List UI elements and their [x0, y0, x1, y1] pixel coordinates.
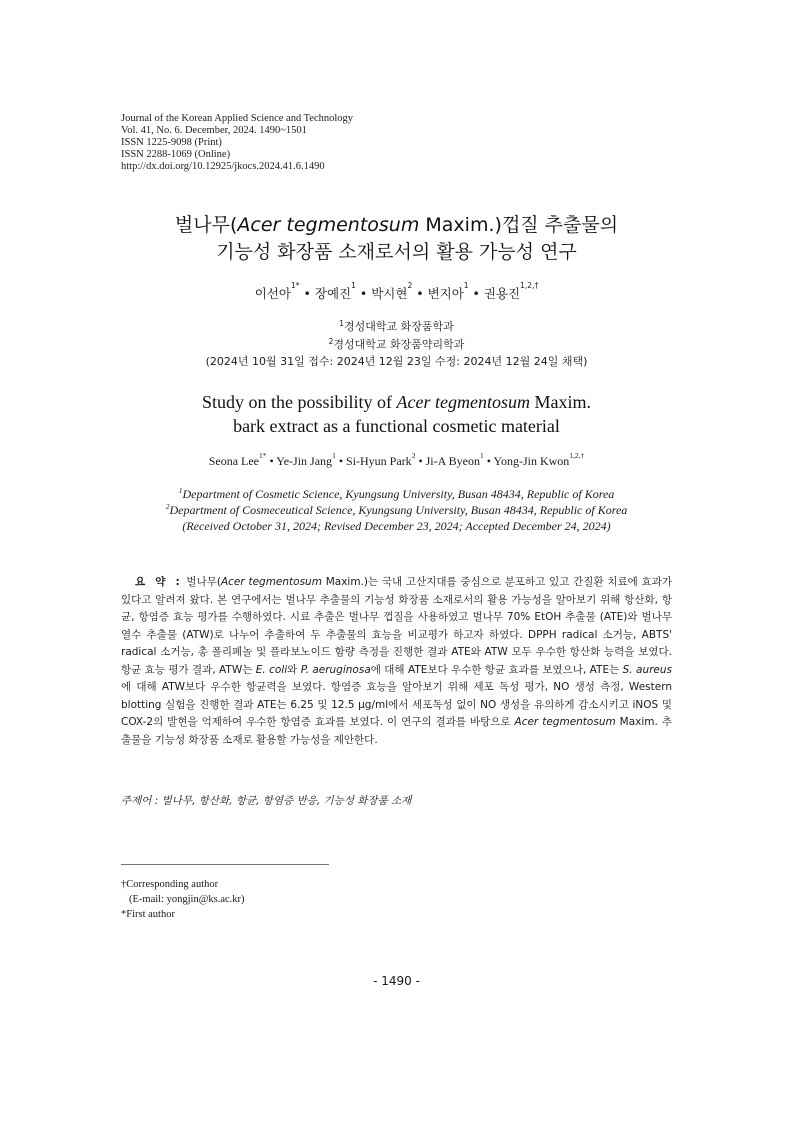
- korean-affiliations: [0, 318, 793, 371]
- author-separator: •: [355, 286, 372, 301]
- author-name: 권용진: [483, 286, 521, 301]
- first-author-note: *First author: [121, 909, 175, 920]
- keywords: 주제어 : 벌나무, 항산화, 항균, 항염증 반응, 기능성 화장품 소재: [121, 795, 412, 807]
- english-title: Study on the possibility of Acer tegmentosum Maxim. bark extract as a functional cosmetic material: [202, 392, 591, 436]
- author-name: Yong-Jin Kwon: [493, 454, 570, 468]
- english-dates: (Received October 31, 2024; Revised December 23, 2024; Accepted December 24, 2024): [182, 519, 611, 533]
- english-affiliations: [0, 486, 793, 534]
- author-separator: •: [483, 454, 494, 468]
- author-affiliation-mark: 1*: [291, 281, 300, 290]
- author-affiliation-mark: 1: [332, 451, 336, 460]
- author-affiliation-mark: 2: [407, 281, 413, 290]
- author-name: Seona Lee: [208, 454, 259, 468]
- korean-affiliation-1: $^1$경성대학교 화장품학과: [339, 319, 454, 333]
- abstract-label: 요 약 :: [135, 576, 183, 588]
- author-email: (E-mail: yongjin@ks.ac.kr): [129, 894, 245, 905]
- page-number: - 1490 -: [373, 974, 420, 988]
- korean-authors: [0, 281, 793, 302]
- author-separator: •: [299, 286, 315, 301]
- doi-link[interactable]: http://dx.doi.org/10.12925/jkocs.2024.41.6.1490: [121, 161, 325, 172]
- footnotes: [121, 877, 245, 922]
- corresponding-author-note: †Corresponding author: [121, 879, 219, 890]
- english-affiliation-1: $^1$Department of Cosmetic Science, Kyungsung University, Busan 48434, Republic of Korea: [178, 486, 615, 501]
- author-name: Si-Hyun Park: [346, 454, 412, 468]
- author-separator: •: [266, 454, 277, 468]
- abstract: 요 약 : 벌나무(Acer tegmentosum Maxim.)는 국내 고산지대를 중심으로 분포하고 있고 간질환 치료에 효과가 있다고 알려져 왔다. 본 연구에서는 벌나무 추출물의 기능성 화장품 소재로서의 활용 가능성을 알아보기 위해 항산화, 항균, 항염증 효능 평가를 수행하였다. 시료 추출은 벌나무 껍질을 사용하였고 벌나무 70% EtOH 추출물 (ATE)와 벌나무 열수 추출물 (ATW)로 나누어 추출하여 두 추출물의 효능을 비교평가 하고자 하였다. DPPH radical 소거능, ABTS' radical 소거능, 총 폴리페놀 및 플라보노이드 함량 측정을 진행한 결과 ATE와 ATW 모두 우수한 항산화 능력을 보였다. 항균 효능 평가 결과, ATW는 E. coli와 P. aeruginosa에 대해 ATE보다 우수한 항균 효과를 보였으나, ATE는 S. aureus에 대해 ATW보다 우수한 항균력을 보였다. 항염증 효능을 알아보기 위해 세포 독성 평가, NO 생성 측정, Western blotting 실험을 진행한 결과 ATE는 6.25 및 12.5 μg/ml에서 세포독성 없이 NO 생성을 유의하게 감소시키고 iNOS 및 COX-2의 발현을 억제하여 우수한 항염증 효과를 보였다. 이 연구의 결과를 바탕으로 Acer tegmentosum Maxim. 추출물을 기능성 화장품 소재로 활용할 가능성을 제안한다.: [121, 576, 673, 746]
- journal-volume: Vol. 41, No. 6. December, 2024. 1490~1501: [121, 125, 307, 136]
- korean-title: 벌나무(Acer tegmentosum Maxim.)껍질 추출물의 기능성 화장품 소재로서의 활용 가능성 연구: [174, 214, 619, 263]
- author-affiliation-mark: 1,2,†: [569, 451, 585, 460]
- author-name: Ye-Jin Jang: [276, 454, 333, 468]
- author-name: 박시현: [371, 286, 408, 301]
- korean-dates: (2024년 10월 31일 접수: 2024년 12월 23일 수정: 2024년 12월 24일 채택): [205, 355, 588, 368]
- journal-name: Journal of the Korean Applied Science and Technology: [121, 113, 354, 124]
- footnote-divider: [121, 864, 329, 865]
- author-name: Ji-A Byeon: [425, 454, 480, 468]
- author-affiliation-mark: 1,2,†: [520, 281, 539, 290]
- issn-print: ISSN 1225-9098 (Print): [121, 137, 222, 148]
- english-affiliation-2: $^2$Department of Cosmeceutical Science, Kyungsung University, Busan 48434, Republic of Korea: [165, 502, 628, 517]
- journal-info: [121, 113, 353, 173]
- author-separator: •: [335, 454, 347, 468]
- issn-online: ISSN 2288-1069 (Online): [121, 149, 231, 160]
- author-name: 변지아: [427, 286, 464, 301]
- author-separator: •: [468, 286, 484, 301]
- author-affiliation-mark: 1*: [259, 451, 267, 460]
- author-affiliation-mark: 2: [411, 451, 416, 460]
- author-name: 장예진: [314, 286, 352, 301]
- author-affiliation-mark: 1: [479, 451, 484, 460]
- author-separator: •: [412, 286, 428, 301]
- english-authors: [0, 451, 793, 469]
- author-separator: •: [415, 454, 426, 468]
- author-affiliation-mark: 1: [351, 281, 356, 290]
- author-affiliation-mark: 1: [463, 281, 469, 290]
- korean-affiliation-2: $^2$경성대학교 화장품약리학과: [328, 336, 465, 351]
- author-name: 이선아: [254, 286, 292, 301]
